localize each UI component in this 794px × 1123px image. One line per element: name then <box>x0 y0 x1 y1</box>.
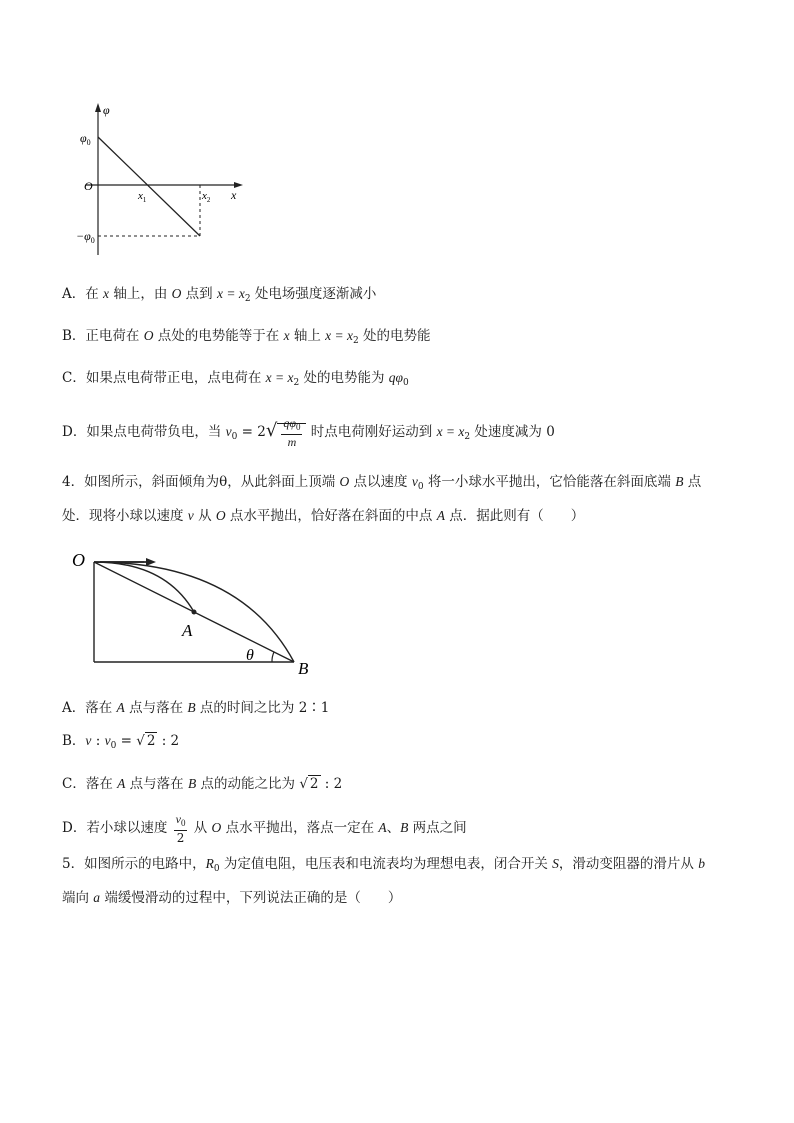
q4-d-fraction: $\frac{v_0}{2}$ <box>175 812 186 845</box>
q5-stem-line2: 端向 a 端缓慢滑动的过程中，下列说法正确的是（ ） <box>62 890 402 906</box>
origin-label: O <box>84 179 93 193</box>
q3-option-c: C．如果点电荷带正电，点电荷在 $x = x_2$ 处的电势能为 $q\varphi_0$ <box>62 370 409 388</box>
q4-stem-line2: 处．现将小球以速度 v 从 O 点水平抛出，恰好落在斜面的中点 A 点．据此则有（ ） <box>62 508 585 524</box>
label-b: B <box>298 659 309 678</box>
q4-option-a: A．落在 A 点与落在 B 点的时间之比为 2∶1 <box>62 700 330 716</box>
phi0-label: $\varphi_0$ <box>80 131 91 147</box>
q3-d-fraction: $\frac{q\varphi_0}{m}$ <box>283 416 301 449</box>
q4-option-b: B．v : $v_0$ = √ 2 : 2 <box>62 733 180 751</box>
label-theta: θ <box>246 647 254 664</box>
point-a-dot <box>192 610 197 615</box>
velocity-arrowhead <box>146 558 156 566</box>
q4-option-c: C．落在 A 点与落在 B 点的动能之比为 √ 2 : 2 <box>62 776 343 792</box>
theta-arc <box>272 652 274 662</box>
x1-label: $x_1$ <box>138 190 147 204</box>
label-a: A <box>182 621 193 640</box>
q3-option-d: D．如果点电荷带负电，当 $v_0 = 2√$ $\frac{q\varphi_0}{m}$ 时点电荷刚好运动到 $x = x_2$ 处速度减为 0 <box>62 416 555 449</box>
x2-label: $x_2$ <box>202 190 211 204</box>
q3-option-a: A．在 x 轴上，由 O 点到 $x = x_2$ 处电场强度逐渐减小 <box>62 286 377 304</box>
potential-line <box>98 137 200 236</box>
neg-phi0-label: $-\varphi_0$ <box>76 229 95 245</box>
q3-option-b: B．正电荷在 O 点处的电势能等于在 x 轴上 $x = x_2$ 处的电势能 <box>62 328 431 346</box>
incline-figure <box>70 548 320 678</box>
x-axis-label: x <box>231 188 237 202</box>
phi-axis-arrow <box>95 103 101 112</box>
phi-axis-label: φ <box>103 103 110 117</box>
potential-graph <box>78 100 248 260</box>
q4-stem-line1: 4．如图所示，斜面倾角为θ，从此斜面上顶端 O 点以速度 $v_0$ 将一小球水平抛出，它恰能落在斜面底端 B 点 <box>62 474 702 492</box>
q5-stem-line1: 5．如图所示的电路中，$R_0$ 为定值电阻，电压表和电流表均为理想电表，闭合开关 S，滑动变阻器的滑片从 b <box>62 856 705 874</box>
label-o: O <box>72 550 85 570</box>
q4-option-d: D．若小球以速度 $\frac{v_0}{2}$ 从 O 点水平抛出，落点一定在 A、B 两点之间 <box>62 812 467 845</box>
